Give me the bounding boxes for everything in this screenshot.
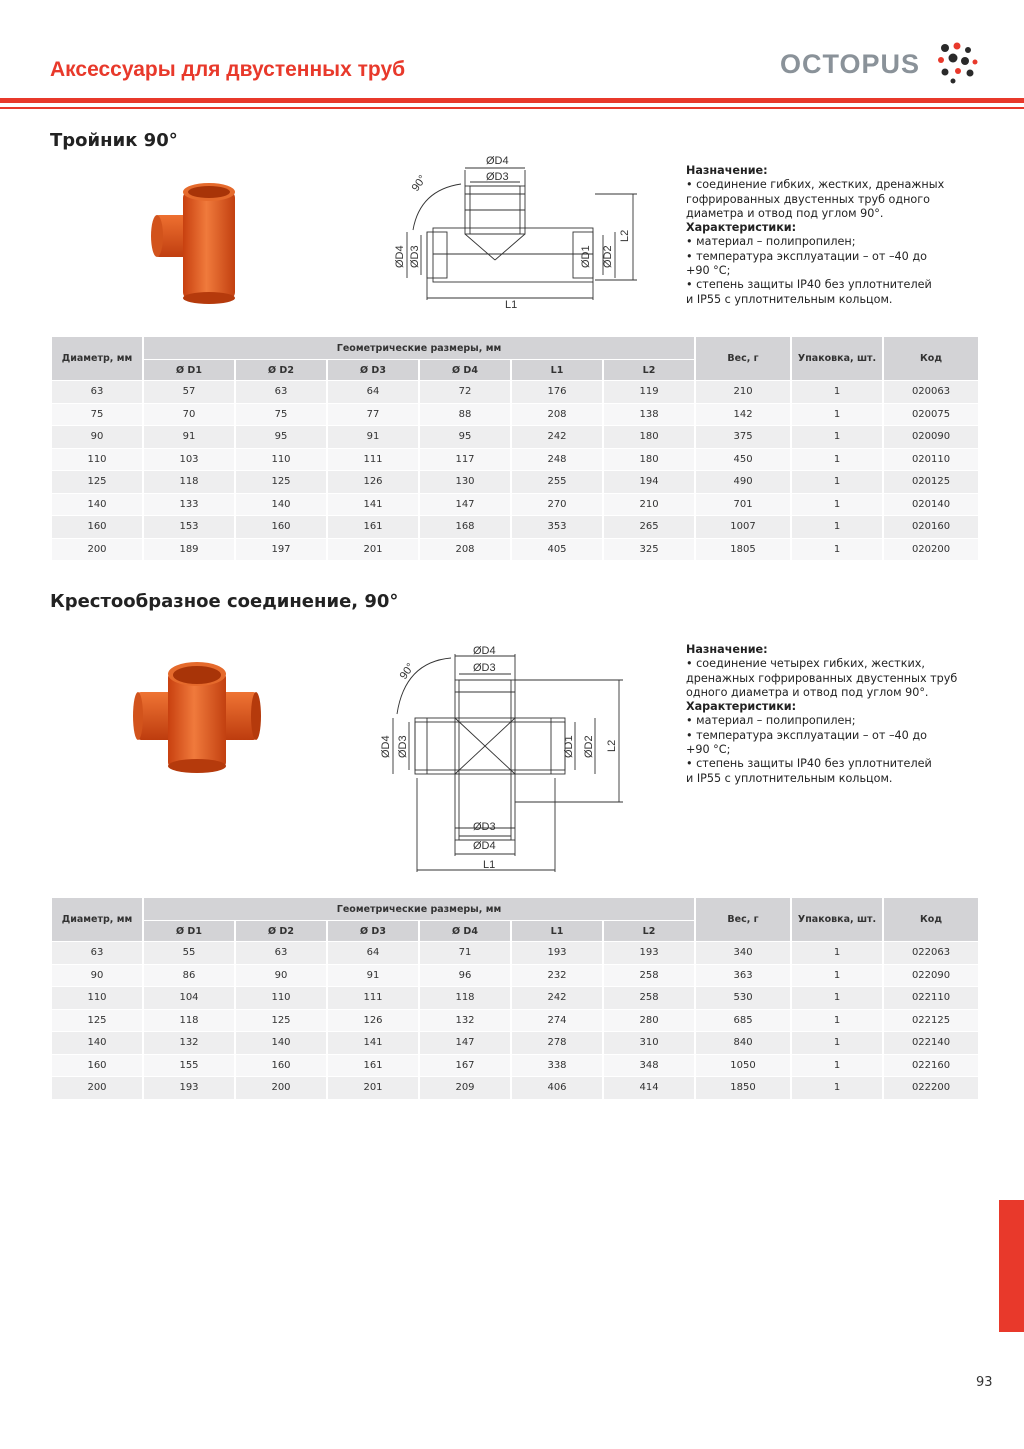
table-row (52, 426, 978, 448)
tee-spec-line: • температура эксплуатации – от –40 до (686, 249, 927, 263)
table-cell: 020075 (884, 404, 978, 426)
table-cell: 160 (236, 516, 326, 538)
header-rule-thick (0, 98, 1024, 103)
tee-dimension-drawing (385, 150, 645, 310)
table-cell: 118 (420, 987, 510, 1009)
tee-spec-line: +90 °С; (686, 264, 731, 278)
table-cell: 95 (420, 426, 510, 448)
table-cell: 180 (604, 449, 694, 471)
table-cell: 110 (236, 987, 326, 1009)
sub-header-d3: Ø D3 (328, 921, 418, 941)
table-cell: 210 (604, 494, 694, 516)
tee-spec-table (50, 336, 980, 561)
table-cell: 208 (420, 539, 510, 561)
col-code-header: Код (884, 337, 978, 380)
table-cell: 77 (328, 404, 418, 426)
table-cell: 63 (52, 381, 142, 403)
cross-purpose-line: • соединение четырех гибких, жестких, (686, 657, 925, 671)
table-cell: 57 (144, 381, 234, 403)
tee-label-l2: L2 (619, 229, 631, 242)
table-cell: 147 (420, 494, 510, 516)
sub-header-d1: Ø D1 (144, 360, 234, 380)
table-cell: 232 (512, 965, 602, 987)
tee-label-d4: ØD4 (486, 155, 509, 167)
sub-header-d1: Ø D1 (144, 921, 234, 941)
table-cell: 265 (604, 516, 694, 538)
sub-header-d4: Ø D4 (420, 360, 510, 380)
table-cell: 450 (696, 449, 790, 471)
tee-specs-heading: Характеристики: (686, 221, 797, 235)
table-row (52, 471, 978, 493)
table-cell: 020200 (884, 539, 978, 561)
table-cell: 209 (420, 1077, 510, 1099)
table-cell: 110 (52, 987, 142, 1009)
table-cell: 840 (696, 1032, 790, 1054)
table-cell: 103 (144, 449, 234, 471)
table-cell: 63 (236, 381, 326, 403)
tee-section-title: Тройник 90° (50, 130, 178, 151)
table-row (52, 1055, 978, 1077)
table-row (52, 381, 978, 403)
tee-label-angle: 90° (409, 173, 430, 194)
col-diameter-header: Диаметр, мм (52, 898, 142, 941)
cross-fitting-photo (132, 660, 262, 775)
table-cell: 189 (144, 539, 234, 561)
table-cell: 90 (236, 965, 326, 987)
table-row (52, 404, 978, 426)
table-cell: 96 (420, 965, 510, 987)
table-cell: 242 (512, 426, 602, 448)
table-cell: 153 (144, 516, 234, 538)
table-cell: 1 (792, 426, 882, 448)
table-row (52, 965, 978, 987)
table-cell: 490 (696, 471, 790, 493)
table-cell: 1 (792, 942, 882, 964)
tee-spec-line: • степень защиты IP40 без уплотнителей (686, 278, 932, 292)
table-cell: 210 (696, 381, 790, 403)
table-cell: 020125 (884, 471, 978, 493)
col-weight-header: Вес, г (696, 898, 790, 941)
table-cell: 1 (792, 987, 882, 1009)
table-cell: 022110 (884, 987, 978, 1009)
tee-spec-line: и IP55 с уплотнительным кольцом. (686, 292, 893, 306)
table-cell: 125 (236, 1010, 326, 1032)
table-cell: 270 (512, 494, 602, 516)
cross-label-d4-top: ØD4 (473, 645, 496, 657)
tee-label-d3-side: ØD3 (409, 245, 421, 268)
table-cell: 86 (144, 965, 234, 987)
table-cell: 125 (236, 471, 326, 493)
table-row (52, 539, 978, 561)
col-weight-header: Вес, г (696, 337, 790, 380)
table-row (52, 1077, 978, 1099)
table-cell: 90 (52, 426, 142, 448)
table-cell: 176 (512, 381, 602, 403)
sub-header-d2: Ø D2 (236, 360, 326, 380)
tee-label-d2: ØD2 (602, 245, 614, 268)
table-cell: 111 (328, 449, 418, 471)
tee-purpose-line: диаметра и отвод под углом 90°. (686, 206, 884, 220)
table-cell: 1 (792, 404, 882, 426)
table-cell: 208 (512, 404, 602, 426)
table-cell: 193 (512, 942, 602, 964)
table-cell: 1 (792, 449, 882, 471)
table-cell: 1 (792, 1055, 882, 1077)
table-cell: 193 (144, 1077, 234, 1099)
cross-section-title: Крестообразное соединение, 90° (50, 591, 399, 612)
tee-purpose-heading: Назначение: (686, 164, 768, 177)
cross-label-d3-bottom: ØD3 (473, 821, 496, 833)
table-cell: 125 (52, 1010, 142, 1032)
table-cell: 140 (52, 1032, 142, 1054)
cross-description (686, 643, 986, 786)
table-row (52, 1010, 978, 1032)
table-cell: 406 (512, 1077, 602, 1099)
cross-label-d2: ØD2 (583, 735, 595, 758)
table-cell: 1 (792, 381, 882, 403)
table-cell: 132 (420, 1010, 510, 1032)
page-number: 93 (976, 1375, 993, 1390)
table-cell: 160 (52, 1055, 142, 1077)
table-cell: 161 (328, 516, 418, 538)
table-cell: 63 (52, 942, 142, 964)
table-cell: 140 (236, 494, 326, 516)
table-cell: 197 (236, 539, 326, 561)
table-cell: 95 (236, 426, 326, 448)
table-cell: 020160 (884, 516, 978, 538)
table-row (52, 1032, 978, 1054)
table-cell: 64 (328, 942, 418, 964)
logo-dots-icon (935, 40, 980, 85)
table-cell: 1 (792, 516, 882, 538)
table-cell: 022140 (884, 1032, 978, 1054)
table-cell: 75 (236, 404, 326, 426)
table-cell: 132 (144, 1032, 234, 1054)
cross-spec-table (50, 897, 980, 1100)
table-cell: 140 (52, 494, 142, 516)
cross-table-body (52, 942, 978, 1099)
sub-header-l1: L1 (512, 921, 602, 941)
table-cell: 125 (52, 471, 142, 493)
table-cell: 325 (604, 539, 694, 561)
sub-header-l1: L1 (512, 360, 602, 380)
table-cell: 022063 (884, 942, 978, 964)
table-cell: 338 (512, 1055, 602, 1077)
table-row (52, 494, 978, 516)
table-cell: 110 (236, 449, 326, 471)
table-row (52, 987, 978, 1009)
table-cell: 020140 (884, 494, 978, 516)
table-cell: 530 (696, 987, 790, 1009)
tee-label-d4-side: ØD4 (394, 245, 406, 268)
table-cell: 280 (604, 1010, 694, 1032)
tee-description (686, 164, 986, 307)
table-cell: 91 (328, 965, 418, 987)
table-cell: 141 (328, 494, 418, 516)
table-cell: 685 (696, 1010, 790, 1032)
cross-purpose-heading: Назначение: (686, 643, 768, 656)
table-cell: 348 (604, 1055, 694, 1077)
table-cell: 71 (420, 942, 510, 964)
page-header-title: Аксессуары для двустенных труб (50, 58, 406, 81)
table-cell: 142 (696, 404, 790, 426)
table-cell: 022160 (884, 1055, 978, 1077)
table-cell: 111 (328, 987, 418, 1009)
table-cell: 022200 (884, 1077, 978, 1099)
table-cell: 140 (236, 1032, 326, 1054)
table-cell: 126 (328, 1010, 418, 1032)
table-row (52, 516, 978, 538)
table-cell: 167 (420, 1055, 510, 1077)
table-cell: 194 (604, 471, 694, 493)
octopus-logo (780, 40, 980, 90)
table-cell: 141 (328, 1032, 418, 1054)
sub-header-d3: Ø D3 (328, 360, 418, 380)
table-cell: 1 (792, 494, 882, 516)
table-cell: 147 (420, 1032, 510, 1054)
table-cell: 72 (420, 381, 510, 403)
table-cell: 201 (328, 539, 418, 561)
table-cell: 70 (144, 404, 234, 426)
table-cell: 91 (328, 426, 418, 448)
side-tab-marker (999, 1200, 1024, 1332)
table-cell: 022090 (884, 965, 978, 987)
table-cell: 022125 (884, 1010, 978, 1032)
table-cell: 193 (604, 942, 694, 964)
table-cell: 180 (604, 426, 694, 448)
table-cell: 201 (328, 1077, 418, 1099)
table-row (52, 449, 978, 471)
table-cell: 1 (792, 965, 882, 987)
table-cell: 1 (792, 1010, 882, 1032)
table-cell: 133 (144, 494, 234, 516)
table-cell: 161 (328, 1055, 418, 1077)
cross-label-d4-side: ØD4 (380, 735, 392, 758)
col-pack-header: Упаковка, шт. (792, 898, 882, 941)
table-cell: 138 (604, 404, 694, 426)
sub-header-d2: Ø D2 (236, 921, 326, 941)
table-cell: 248 (512, 449, 602, 471)
table-cell: 375 (696, 426, 790, 448)
cross-label-l2: L2 (606, 739, 618, 752)
cross-purpose-line: дренажных гофрированных двустенных труб (686, 671, 958, 685)
table-cell: 91 (144, 426, 234, 448)
table-cell: 75 (52, 404, 142, 426)
table-cell: 119 (604, 381, 694, 403)
table-cell: 1805 (696, 539, 790, 561)
sub-header-l2: L2 (604, 360, 694, 380)
cross-dimension-drawing (375, 640, 640, 875)
table-cell: 363 (696, 965, 790, 987)
cross-spec-line: • температура эксплуатации – от –40 до (686, 728, 927, 742)
cross-purpose-line: одного диаметра и отвод под углом 90°. (686, 685, 929, 699)
table-cell: 1 (792, 1032, 882, 1054)
geometry-group-header: Геометрические размеры, мм (144, 337, 694, 359)
table-cell: 110 (52, 449, 142, 471)
table-cell: 1 (792, 1077, 882, 1099)
cross-label-l1: L1 (483, 859, 496, 871)
table-row (52, 942, 978, 964)
table-cell: 104 (144, 987, 234, 1009)
table-cell: 88 (420, 404, 510, 426)
table-cell: 130 (420, 471, 510, 493)
table-cell: 258 (604, 987, 694, 1009)
table-cell: 118 (144, 1010, 234, 1032)
cross-specs-heading: Характеристики: (686, 700, 797, 714)
table-cell: 160 (236, 1055, 326, 1077)
table-cell: 117 (420, 449, 510, 471)
tee-table-body (52, 381, 978, 560)
sub-header-d4: Ø D4 (420, 921, 510, 941)
table-cell: 255 (512, 471, 602, 493)
table-cell: 340 (696, 942, 790, 964)
table-cell: 274 (512, 1010, 602, 1032)
table-cell: 160 (52, 516, 142, 538)
table-cell: 63 (236, 942, 326, 964)
cross-label-d3-side: ØD3 (397, 735, 409, 758)
cross-spec-line: +90 °С; (686, 743, 731, 757)
cross-spec-line: • степень защиты IP40 без уплотнителей (686, 757, 932, 771)
tee-label-d3: ØD3 (486, 171, 509, 183)
table-cell: 278 (512, 1032, 602, 1054)
table-cell: 200 (236, 1077, 326, 1099)
cross-spec-line: и IP55 с уплотнительным кольцом. (686, 771, 893, 785)
col-code-header: Код (884, 898, 978, 941)
table-cell: 1 (792, 471, 882, 493)
table-cell: 1050 (696, 1055, 790, 1077)
table-cell: 200 (52, 1077, 142, 1099)
table-cell: 020063 (884, 381, 978, 403)
cross-label-d3-top: ØD3 (473, 662, 496, 674)
tee-label-l1: L1 (505, 299, 518, 310)
table-cell: 168 (420, 516, 510, 538)
table-cell: 405 (512, 539, 602, 561)
table-cell: 155 (144, 1055, 234, 1077)
table-cell: 310 (604, 1032, 694, 1054)
cross-spec-line: • материал – полипропилен; (686, 714, 856, 728)
tee-fitting-photo (145, 180, 245, 305)
table-cell: 258 (604, 965, 694, 987)
sub-header-l2: L2 (604, 921, 694, 941)
col-diameter-header: Диаметр, мм (52, 337, 142, 380)
tee-spec-line: • материал – полипропилен; (686, 235, 856, 249)
table-cell: 701 (696, 494, 790, 516)
table-cell: 414 (604, 1077, 694, 1099)
header-rule-thin (0, 107, 1024, 109)
table-cell: 1850 (696, 1077, 790, 1099)
geometry-group-header: Геометрические размеры, мм (144, 898, 694, 920)
logo-text: OCTOPUS (780, 49, 921, 79)
table-cell: 64 (328, 381, 418, 403)
cross-label-d4-bottom: ØD4 (473, 840, 496, 852)
table-cell: 020090 (884, 426, 978, 448)
col-pack-header: Упаковка, шт. (792, 337, 882, 380)
table-cell: 55 (144, 942, 234, 964)
cross-label-angle: 90° (397, 661, 418, 682)
tee-purpose-line: • соединение гибких, жестких, дренажных (686, 178, 945, 192)
table-cell: 126 (328, 471, 418, 493)
table-cell: 1 (792, 539, 882, 561)
table-cell: 1007 (696, 516, 790, 538)
table-cell: 242 (512, 987, 602, 1009)
cross-label-d1: ØD1 (563, 735, 575, 758)
tee-label-d1: ØD1 (580, 245, 592, 268)
tee-purpose-line: гофрированных двустенных труб одного (686, 192, 930, 206)
table-cell: 353 (512, 516, 602, 538)
table-cell: 90 (52, 965, 142, 987)
table-cell: 020110 (884, 449, 978, 471)
table-cell: 118 (144, 471, 234, 493)
table-cell: 200 (52, 539, 142, 561)
